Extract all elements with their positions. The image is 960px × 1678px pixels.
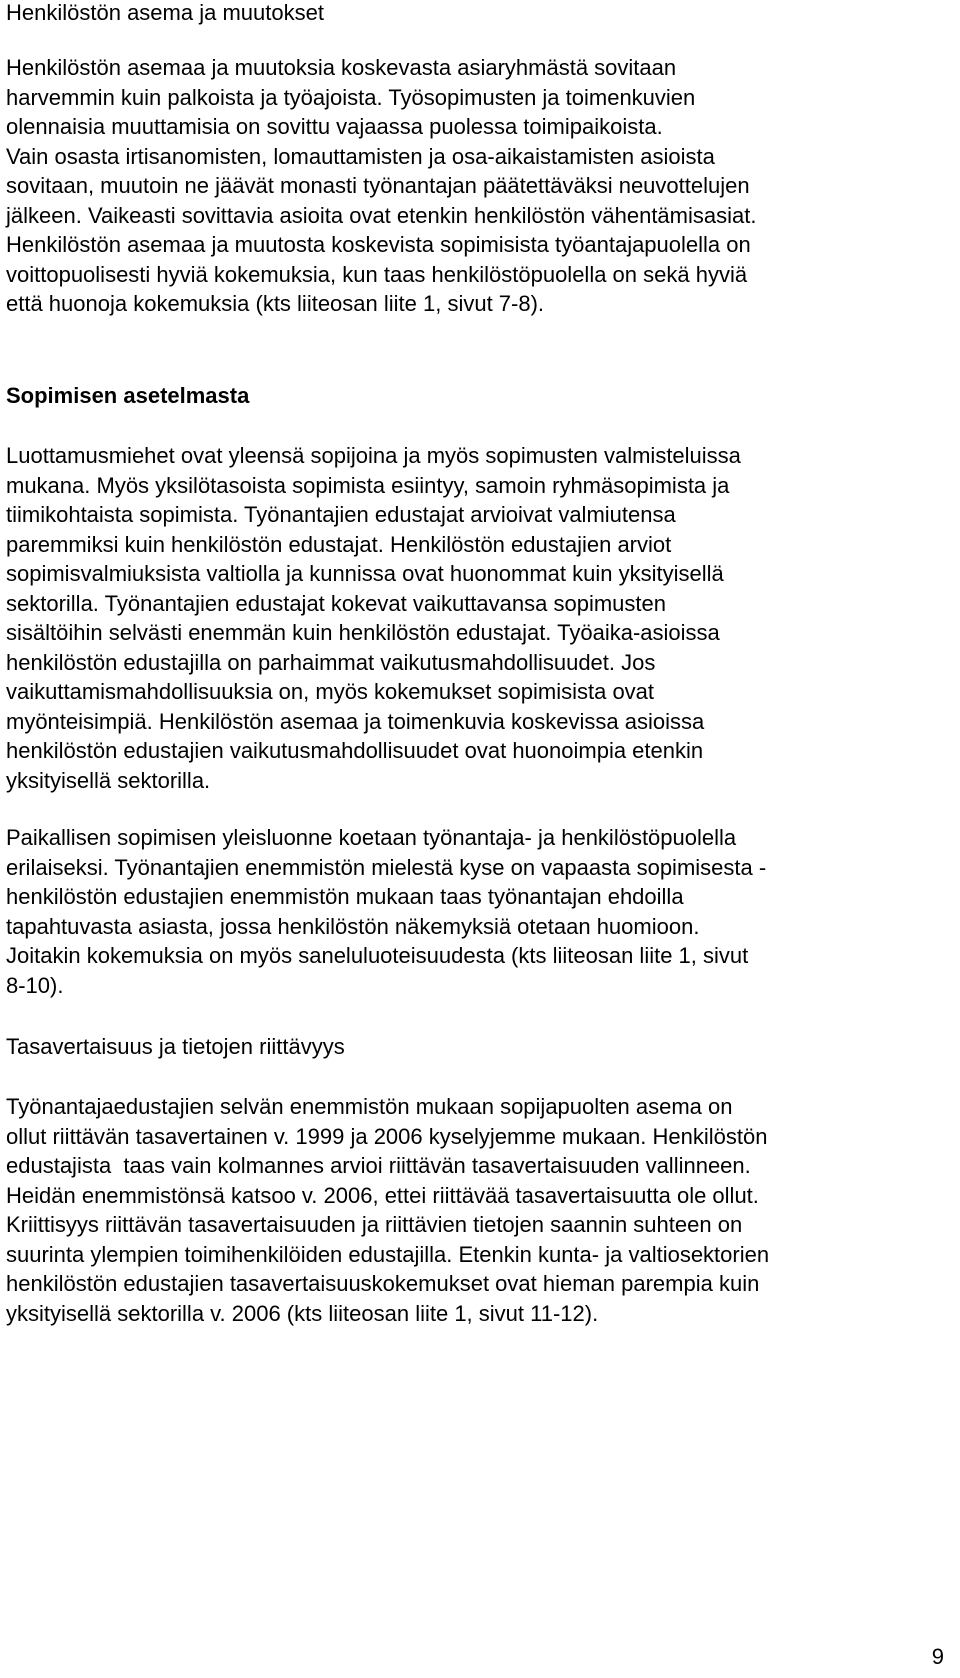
paragraph-line: sisältöihin selvästi enemmän kuin henkilöstön edustajat. Työaika-asioissa — [6, 620, 720, 645]
paragraph-line: Paikallisen sopimisen yleisluonne koetaan työnantaja- ja henkilöstöpuolella — [6, 825, 737, 850]
paragraph-line: henkilöstön edustajilla on parhaimmat vaikutusmahdollisuudet. Jos — [6, 649, 656, 675]
paragraph-line: tapahtuvasta asiasta, jossa henkilöstön näkemyksiä otetaan huomioon. — [6, 913, 700, 939]
paragraph-paikallisen-sopimisen-yleisluonne — [6, 823, 952, 1000]
paragraph-henkiloston-asema — [6, 53, 952, 319]
paragraph-line: tiimikohtaista sopimista. Työnantajien edustajat arvioivat valmiutensa — [6, 502, 676, 527]
paragraph-line: sovitaan, muutoin ne jäävät monasti työnantajan päätettäväksi neuvottelujen — [6, 173, 750, 198]
paragraph-line: henkilöstön edustajien tasavertaisuuskokemukset ovat hieman parempia kuin — [6, 1271, 760, 1296]
section-heading-sopimisen-asetelmasta — [6, 381, 952, 411]
paragraph-line: sopimisvalmiuksista valtiolla ja kunnissa ovat huonommat kuin yksityisellä — [6, 561, 724, 586]
paragraph-line: ollut riittävän tasavertainen v. 1999 ja 2006 kyselyjemme mukaan. Henkilöstön — [6, 1123, 768, 1149]
paragraph-line: Heidän enemmistönsä katsoo v. 2006, ettei riittävää tasavertaisuutta ole ollut. — [6, 1182, 759, 1208]
paragraph-line: suurinta ylempien toimihenkilöiden edustajilla. Etenkin kunta- ja valtiosektorien — [6, 1241, 770, 1267]
paragraph-tasavertaisuus — [6, 1092, 952, 1328]
paragraph-line: yksityisellä sektorilla. — [6, 767, 211, 793]
paragraph-line: Työnantajaedustajien selvän enemmistön mukaan sopijapuolten asema on — [6, 1094, 733, 1119]
paragraph-line: sektorilla. Työnantajien edustajat kokevat vaikuttavansa sopimusten — [6, 590, 666, 616]
paragraph-line: 8-10). — [6, 972, 64, 998]
paragraph-line: henkilöstön edustajien vaikutusmahdollisuudet ovat huonoimpia etenkin — [6, 738, 704, 763]
paragraph-line: Henkilöstön asemaa ja muutosta koskevista sopimisista työantajapuolella on — [6, 232, 751, 257]
heading-text: Tasavertaisuus ja tietojen riittävyys — [6, 1034, 345, 1059]
paragraph-line: mukana. Myös yksilötasoista sopimista esiintyy, samoin ryhmäsopimista ja — [6, 472, 730, 498]
paragraph-line: Kriittisyys riittävän tasavertaisuuden ja riittävien tietojen saannin suhteen on — [6, 1212, 743, 1237]
section-heading-henkiloston-asema — [6, 0, 952, 28]
paragraph-line: olennaisia muuttamisia on sovittu vajaassa puolessa toimipaikoista. — [6, 114, 663, 139]
page-number: 9 — [931, 1644, 944, 1669]
paragraph-line: jälkeen. Vaikeasti sovittavia asioita ovat etenkin henkilöstön vähentämisasiat. — [6, 202, 757, 228]
paragraph-line: että huonoja kokemuksia (kts liiteosan liite 1, sivut 7-8). — [6, 291, 545, 316]
heading-text: Henkilöstön asema ja muutokset — [6, 0, 324, 25]
section-heading-tasavertaisuus — [6, 1032, 952, 1062]
paragraph-line: edustajista taas vain kolmannes arvioi riittävän tasavertaisuuden vallinneen. — [6, 1153, 751, 1178]
paragraph-line: yksityisellä sektorilla v. 2006 (kts liiteosan liite 1, sivut 11-12). — [6, 1300, 599, 1326]
paragraph-line: vaikuttamismahdollisuuksia on, myös kokemukset sopimisista ovat — [6, 679, 655, 704]
paragraph-line: paremmiksi kuin henkilöstön edustajat. Henkilöstön edustajien arviot — [6, 531, 672, 557]
paragraph-line: myönteisimpiä. Henkilöstön asemaa ja toimenkuvia koskevissa asioissa — [6, 708, 705, 734]
paragraph-line: henkilöstön edustajien enemmistön mukaan taas työnantajan ehdoilla — [6, 884, 684, 909]
paragraph-line: Henkilöstön asemaa ja muutoksia koskevasta asiaryhmästä sovitaan — [6, 55, 677, 80]
paragraph-sopimisen-asetelmasta — [6, 441, 952, 795]
paragraph-line: voittopuolisesti hyviä kokemuksia, kun taas henkilöstöpuolella on sekä hyviä — [6, 261, 748, 287]
paragraph-line: harvemmin kuin palkoista ja työajoista. Työsopimusten ja toimenkuvien — [6, 84, 696, 110]
paragraph-line: erilaiseksi. Työnantajien enemmistön mielestä kyse on vapaasta sopimisesta - — [6, 854, 767, 880]
heading-text: Sopimisen asetelmasta — [6, 383, 250, 408]
paragraph-line: Joitakin kokemuksia on myös saneluluoteisuudesta (kts liiteosan liite 1, sivut — [6, 943, 749, 968]
paragraph-line: Luottamusmiehet ovat yleensä sopijoina ja myös sopimusten valmisteluissa — [6, 443, 741, 468]
paragraph-line: Vain osasta irtisanomisten, lomauttamisten ja osa-aikaistamisten asioista — [6, 143, 715, 169]
